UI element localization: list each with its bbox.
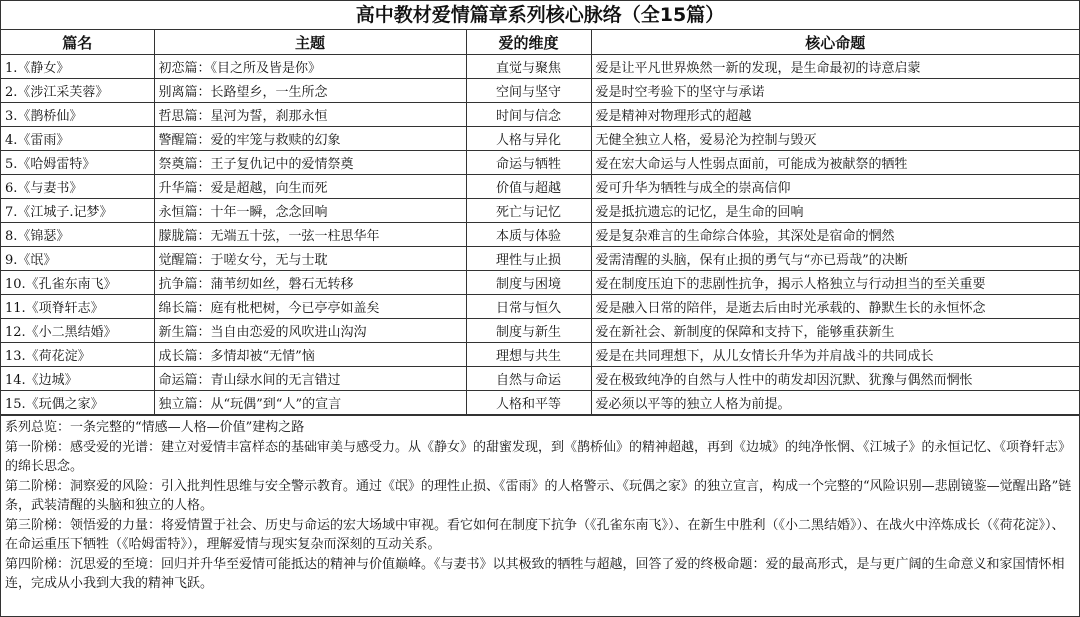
cell-proposition: 爱在极致纯净的自然与人性中的萌发却因沉默、犹豫与偶然而惘怅: [591, 367, 1079, 391]
summary-step-2: 第二阶梯：洞察爱的风险：引入批判性思维与安全警示教育。通过《氓》的理性止损、《雷雨》的人格警示、《玩偶之家》的独立宣言，构成一个完整的“风险识别—悲剧镜鉴—觉醒出路”链条，武装清醒的头脑和独立的人格。: [5, 478, 1072, 513]
cell-proposition: 爱在宏大命运与人性弱点面前，可能成为被献祭的牺牲: [591, 151, 1079, 175]
table-row: [1, 271, 1079, 295]
summary-step-1: 第一阶梯：感受爱的光谱：建立对爱情丰富样态的基础审美与感受力。从《静女》的甜蜜发现，到《鹊桥仙》的精神超越，再到《边城》的纯净怅惘、《江城子》的永恒记忆、《项脊轩志》的绵长思念。: [5, 439, 1072, 474]
table-row: [1, 247, 1079, 271]
cell-name: 3.《鹊桥仙》: [1, 103, 154, 127]
document-title: 高中教材爱情篇章系列核心脉络（全15篇）: [1, 1, 1079, 30]
cell-name: 6.《与妻书》: [1, 175, 154, 199]
header-name: 篇名: [1, 30, 154, 55]
cell-dimension: 直觉与聚焦: [466, 55, 591, 79]
cell-name: 12.《小二黑结婚》: [1, 319, 154, 343]
cell-dimension: 价值与超越: [466, 175, 591, 199]
cell-proposition: 爱需清醒的头脑，保有止损的勇气与“亦已焉哉”的决断: [591, 247, 1079, 271]
cell-dimension: 人格和平等: [466, 391, 591, 415]
header-dimension: 爱的维度: [466, 30, 591, 55]
cell-name: 7.《江城子.记梦》: [1, 199, 154, 223]
cell-proposition: 爱是复杂难言的生命综合体验，其深处是宿命的惘然: [591, 223, 1079, 247]
cell-theme: 哲思篇：星河为誓，刹那永恒: [154, 103, 466, 127]
header-theme: 主题: [154, 30, 466, 55]
cell-theme: 初恋篇：《目之所及皆是你》: [154, 55, 466, 79]
cell-name: 9.《氓》: [1, 247, 154, 271]
cell-name: 15.《玩偶之家》: [1, 391, 154, 415]
cell-dimension: 制度与新生: [466, 319, 591, 343]
cell-dimension: 理性与止损: [466, 247, 591, 271]
cell-proposition: 爱在新社会、新制度的保障和支持下，能够重获新生: [591, 319, 1079, 343]
table-row: [1, 367, 1079, 391]
table-row: [1, 79, 1079, 103]
cell-proposition: 爱是抵抗遗忘的记忆，是生命的回响: [591, 199, 1079, 223]
series-summary: [1, 415, 1079, 594]
cell-theme: 独立篇：从“玩偶”到“人”的宣言: [154, 391, 466, 415]
cell-theme: 成长篇：多情却被“无情”恼: [154, 343, 466, 367]
cell-proposition: 爱是精神对物理形式的超越: [591, 103, 1079, 127]
cell-dimension: 自然与命运: [466, 367, 591, 391]
cell-theme: 觉醒篇：于嗟女兮，无与士耽: [154, 247, 466, 271]
table-row: [1, 127, 1079, 151]
cell-dimension: 空间与坚守: [466, 79, 591, 103]
cell-name: 2.《涉江采芙蓉》: [1, 79, 154, 103]
summary-overview: 系列总览：一条完整的“情感—人格—价值”建构之路: [5, 420, 305, 435]
table-row: [1, 343, 1079, 367]
table-row: [1, 151, 1079, 175]
cell-name: 8.《锦瑟》: [1, 223, 154, 247]
cell-dimension: 命运与牺牲: [466, 151, 591, 175]
cell-proposition: 爱可升华为牺牲与成全的崇高信仰: [591, 175, 1079, 199]
cell-dimension: 理想与共生: [466, 343, 591, 367]
cell-theme: 祭奠篇：王子复仇记中的爱情祭奠: [154, 151, 466, 175]
cell-name: 13.《荷花淀》: [1, 343, 154, 367]
cell-name: 14.《边城》: [1, 367, 154, 391]
cell-theme: 警醒篇：爱的牢笼与救赎的幻象: [154, 127, 466, 151]
cell-proposition: 爱是融入日常的陪伴，是逝去后由时光承载的、静默生长的永恒怀念: [591, 295, 1079, 319]
cell-proposition: 爱在制度压迫下的悲剧性抗争，揭示人格独立与行动担当的至关重要: [591, 271, 1079, 295]
cell-theme: 抗争篇：蒲苇纫如丝，磐石无转移: [154, 271, 466, 295]
cell-theme: 新生篇：当自由恋爱的风吹进山沟沟: [154, 319, 466, 343]
cell-theme: 别离篇：长路望乡，一生所念: [154, 79, 466, 103]
cell-dimension: 日常与恒久: [466, 295, 591, 319]
cell-name: 10.《孔雀东南飞》: [1, 271, 154, 295]
cell-dimension: 时间与信念: [466, 103, 591, 127]
cell-theme: 命运篇：青山绿水间的无言错过: [154, 367, 466, 391]
table-row: [1, 55, 1079, 79]
cell-name: 4.《雷雨》: [1, 127, 154, 151]
table-row: [1, 319, 1079, 343]
table-header-row: [1, 30, 1079, 55]
table-row: [1, 223, 1079, 247]
cell-proposition: 无健全独立人格，爱易沦为控制与毁灭: [591, 127, 1079, 151]
table-row: [1, 295, 1079, 319]
summary-step-3: 第三阶梯：领悟爱的力量：将爱情置于社会、历史与命运的宏大场域中审视。看它如何在制度下抗争（《孔雀东南飞》）、在新生中胜利（《小二黑结婚》）、在战火中淬炼成长（《荷花淀》）、在命运重压下牺牲（《哈姆雷特》），理解爱情与现实复杂而深刻的互动关系。: [5, 517, 1065, 552]
cell-dimension: 本质与体验: [466, 223, 591, 247]
summary-step-4: 第四阶梯：沉思爱的至境：回归并升华至爱情可能抵达的精神与价值巅峰。《与妻书》以其极致的牺牲与超越，回答了爱的终极命题：爱的最高形式，是与更广阔的生命意义和家国情怀相连，完成从小我到大我的精神飞跃。: [5, 556, 1065, 591]
table-row: [1, 391, 1079, 415]
cell-dimension: 人格与异化: [466, 127, 591, 151]
table-row: [1, 103, 1079, 127]
table-row: [1, 199, 1079, 223]
cell-name: 5.《哈姆雷特》: [1, 151, 154, 175]
cell-theme: 永恒篇：十年一瞬，念念回响: [154, 199, 466, 223]
cell-name: 11.《项脊轩志》: [1, 295, 154, 319]
cell-proposition: 爱必须以平等的独立人格为前提。: [591, 391, 1079, 415]
header-proposition: 核心命题: [591, 30, 1079, 55]
cell-dimension: 制度与困境: [466, 271, 591, 295]
cell-name: 1.《静女》: [1, 55, 154, 79]
cell-theme: 朦胧篇：无端五十弦，一弦一柱思华年: [154, 223, 466, 247]
cell-theme: 升华篇：爱是超越，向生而死: [154, 175, 466, 199]
core-table: [1, 30, 1079, 415]
cell-proposition: 爱是在共同理想下，从儿女情长升华为并肩战斗的共同成长: [591, 343, 1079, 367]
cell-dimension: 死亡与记忆: [466, 199, 591, 223]
cell-proposition: 爱是时空考验下的坚守与承诺: [591, 79, 1079, 103]
cell-theme: 绵长篇：庭有枇杷树，今已亭亭如盖矣: [154, 295, 466, 319]
table-row: [1, 175, 1079, 199]
cell-proposition: 爱是让平凡世界焕然一新的发现，是生命最初的诗意启蒙: [591, 55, 1079, 79]
